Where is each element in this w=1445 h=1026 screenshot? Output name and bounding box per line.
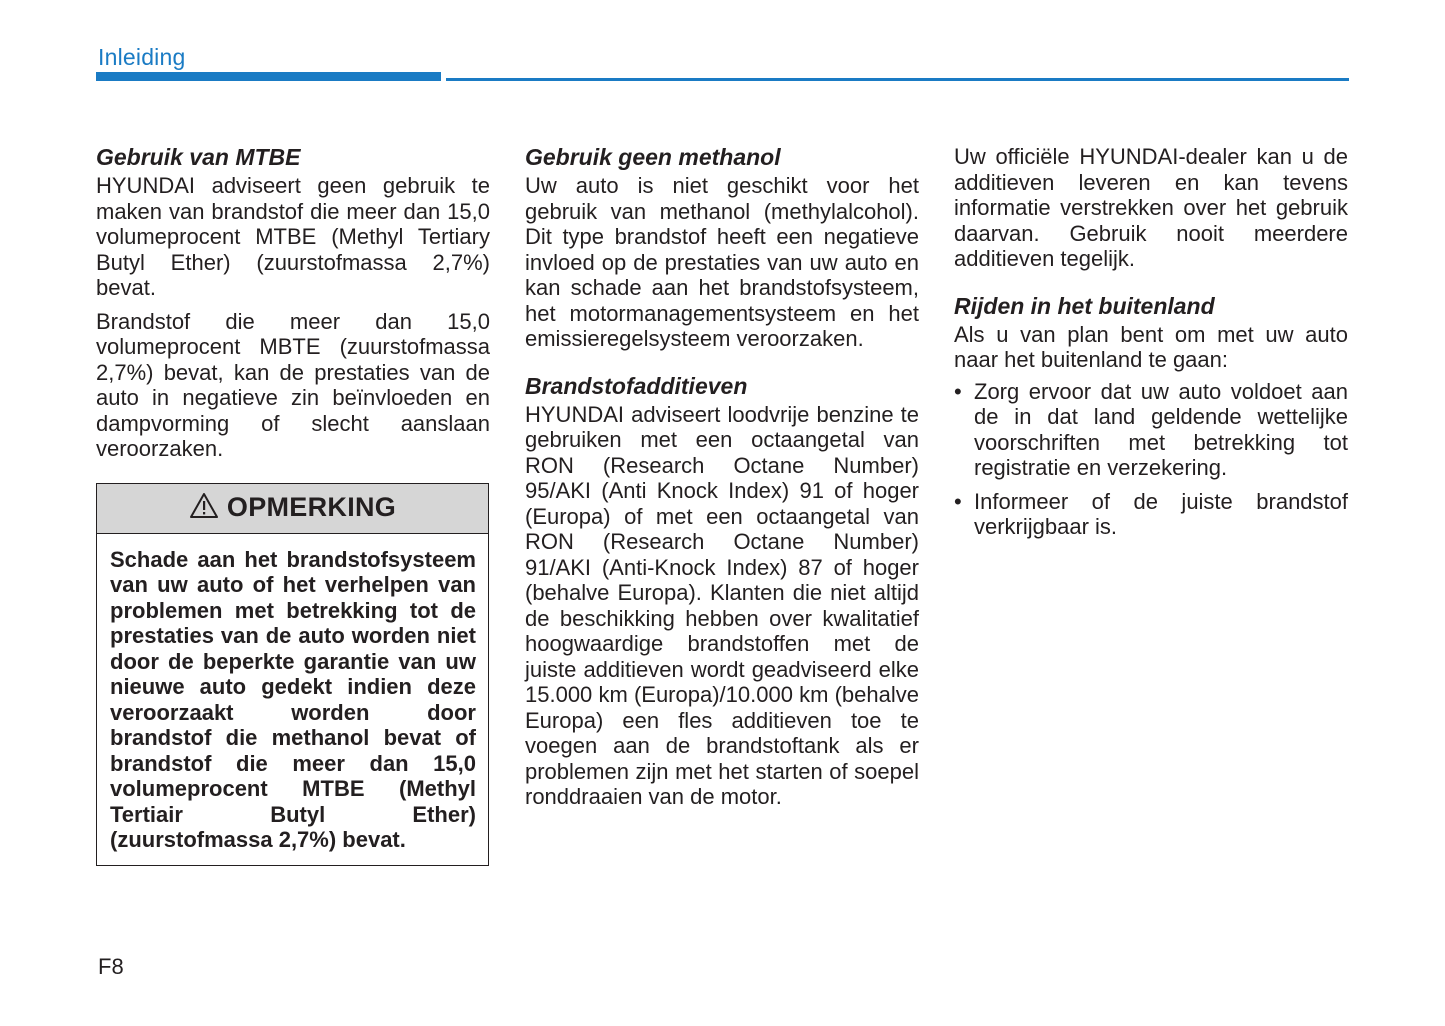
heading-mtbe: Gebruik van MTBE: [96, 144, 301, 170]
bullet-icon: •: [954, 378, 962, 404]
header-rule-thick: [96, 72, 441, 81]
heading-methanol: Gebruik geen methanol: [525, 144, 781, 170]
list-item: [954, 379, 1348, 481]
column-3: [954, 144, 1348, 548]
abroad-bullet-list: [954, 379, 1348, 540]
header-rule-thin: [446, 78, 1349, 81]
list-item-text: Informeer of de juiste brandstof verkrijgbaar is.: [974, 488, 1348, 539]
paragraph-fuel-additives: HYUNDAI adviseert loodvrije benzine te gebruiken met een octaangetal van RON (Research Octane Number) 95/AKI (Anti Knock Index) 91 of hoger (Europa) of met een octaangetal van RON (Research Octane Number) 91/AKI (Anti-Knock Index) 87 of hoger (behalve Europa). Klanten die niet altijd de beschikking hebben over kwalitatief hoogwaardige brandstoffen met de juiste additieven wordt geadviseerd elke 15.000 km (Europa)/10.000 km (behalve Europa) een fles additieven toe te voegen aan de brandstoftank als er problemen zijn met het starten of soepel ronddraaien van de motor.: [525, 401, 919, 809]
heading-fuel-additives: Brandstofadditieven: [525, 372, 748, 399]
column-2: [525, 143, 919, 810]
notice-header: [97, 484, 488, 534]
paragraph-mtbe-advice: HYUNDAI adviseert geen gebruik te maken van brandstof die meer dan 15,0 volumeprocent MTBE (Methyl Tertiary Butyl Ether) (zuurstofmassa 2,7%) bevat.: [96, 173, 490, 300]
notice-text: Schade aan het brandstofsysteem van uw auto of het verhelpen van problemen met betrekking tot de prestaties van de auto worden niet door de beperkte garantie van uw nieuwe auto gedekt indien deze veroorzaakt worden door brandstof die methanol bevat of brandstof die meer dan 15,0 volumeprocent MTBE (Methyl Tertiair Butyl Ether) (zuurstofmassa 2,7%) bevat.: [110, 546, 476, 852]
list-item-text: Zorg ervoor dat uw auto voldoet aan de in dat land geldende wettelijke voorschriften met betrekking tot registratie en verzekering.: [974, 378, 1348, 480]
paragraph-mtbe-effects: Brandstof die meer dan 15,0 volumeprocent MBTE (zuurstofmassa 2,7%) bevat, kan de prestaties van de auto in negatieve zin beïnvloeden en dampvorming of slecht aanslaan veroorzaken.: [96, 308, 490, 461]
warning-triangle-icon: [189, 492, 219, 525]
paragraph-driving-abroad: Als u van plan bent om met uw auto naar het buitenland te gaan:: [954, 321, 1348, 372]
page-number: F8: [98, 954, 124, 979]
paragraph-methanol: Uw auto is niet geschikt voor het gebruik van methanol (methylalcohol). Dit type brandstof heeft een negatieve invloed op de prestaties van uw auto en kan schade aan het brandstofsysteem, het motormanagementsysteem en het emissieregelsysteem veroorzaken.: [525, 173, 919, 351]
bullet-icon: •: [954, 488, 962, 514]
column-1: [96, 143, 490, 866]
notice-box: [96, 483, 489, 866]
paragraph-dealer-additives: Uw officiële HYUNDAI-dealer kan u de additieven leveren en kan tevens informatie verstrekken over het gebruik daarvan. Gebruik nooit meerdere additieven tegelijk.: [954, 144, 1348, 271]
notice-body: [97, 534, 488, 865]
section-label: Inleiding: [98, 44, 186, 70]
list-item: [954, 489, 1348, 540]
notice-title: OPMERKING: [226, 492, 397, 523]
heading-driving-abroad: Rijden in het buitenland: [954, 292, 1215, 319]
